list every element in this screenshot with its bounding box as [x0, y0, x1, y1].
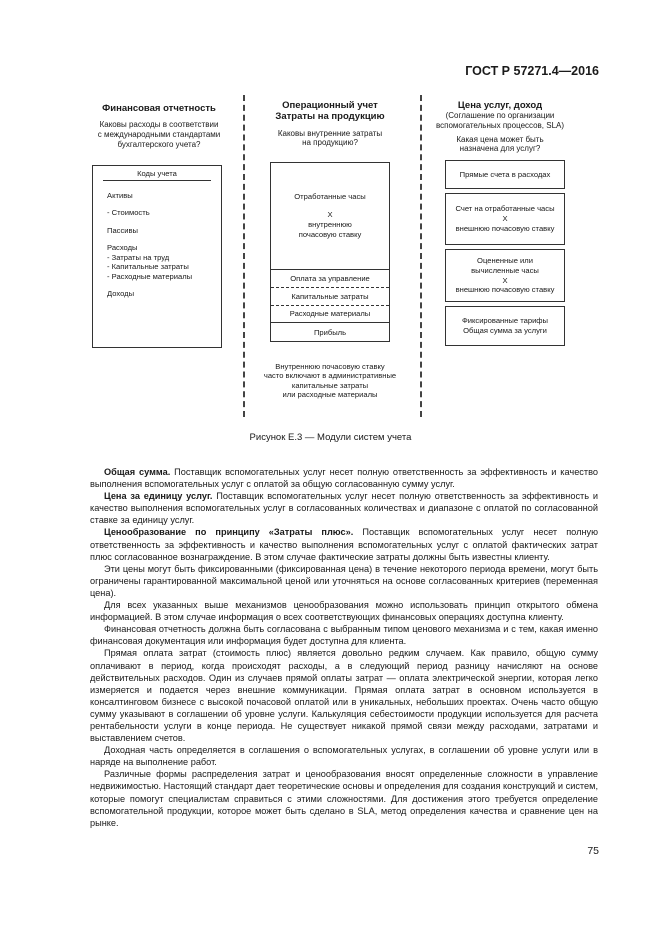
- note-line: капитальные затраты: [291, 380, 369, 390]
- cell-text: X: [327, 210, 333, 220]
- profit-cell: Прибыль: [313, 328, 347, 338]
- list-item: - Расходные материалы: [107, 271, 193, 281]
- box-text: внешнюю почасовую ставку: [455, 285, 555, 295]
- accounting-codes-box: [92, 165, 222, 348]
- page-number: 75: [587, 845, 599, 857]
- cell-text: внутреннюю: [308, 220, 352, 229]
- column-question: Каковы внутренние затраты: [277, 128, 383, 138]
- list-item: - Затраты на труд: [107, 252, 170, 262]
- list-item: - Стоимость: [107, 208, 150, 218]
- figure-caption: Рисунок Е.3 — Модули систем учета: [249, 432, 412, 443]
- note-line: Внутреннюю почасовую ставку: [275, 362, 385, 371]
- column-title: Финансовая отчетность: [102, 103, 216, 114]
- product-costs-box: [270, 162, 390, 342]
- box-text: вычисленные часы: [471, 265, 539, 275]
- paragraph: Прямая оплата затрат (стоимость плюс) является довольно редким случаем. Как правило, общую сумму оплачивают в период, когда происходят расходы, а в следующий период разницу начисляют на основе действительных расходов. Один из случаев прямой оплаты затрат — оплата электрической энергии, которая легко измеряется и подается через внешние коммуникации. Прямая оплата затрат в основном используется в консалтинговом бизнесе с высокой почасовой оплатой или в уникальных, небольших проектах. Очень часто общую сумму указывают в соглашении об уровне услуги. Калькуляция себестоимости продукции используется для расчета рентабельности услуги в конце периода. Не существует никакой прямой связи между расходами, затратами и выставлением счетов.: [90, 648, 598, 744]
- hourly-bill-box: [445, 193, 565, 245]
- paragraph: Доходная часть определяется в соглашения о вспомогательных услугах, в соглашении об уровне услуги или в наряде на выполнение работ.: [90, 745, 598, 768]
- column-divider: [243, 95, 245, 417]
- list-item: Доходы: [107, 289, 135, 299]
- operational-accounting-column: [260, 100, 400, 148]
- worked-hours-cell: [271, 163, 389, 270]
- cell-text: Отработанные часы: [294, 192, 366, 202]
- estimated-hours-box: [445, 249, 565, 302]
- term-bold: Ценообразование по принципу «Затраты плюс».: [104, 527, 354, 538]
- paragraph: Финансовая отчетность должна быть согласована с выбранным типом ценового механизма и с тем, какая именно финансовая документация или информация будет доступна для клиента.: [90, 624, 598, 647]
- column-question: на продукцию?: [302, 138, 358, 148]
- paragraph-text: Поставщик вспомогательных услуг несет полную ответственность за эффективность и качество выполнения вспомогательных услуг в согласованных количествах и диапазоне с оплатой по согласованной ставке за единицу услуг.: [90, 491, 599, 526]
- paragraph: Различные формы распределения затрат и ценообразования вносят определенные сложности в управление недвижимостью. Настоящий стандарт дает теоретические основы и определения для создания конструкций и систем, которые помогут специалистам справиться с этими сложностями. Для достижения этого требуется определение вспомогательной продукции, которое может быть сделано в SLA, метод определения качества и сравнение цен на рынке.: [90, 769, 598, 828]
- accounting-modules-figure: [80, 95, 584, 420]
- management-fee-cell: Оплата за управление: [271, 270, 389, 288]
- list-item: Пассивы: [107, 225, 139, 235]
- column-title: Цена услуг, доход: [457, 100, 543, 111]
- paragraph-text: Поставщик вспомогательных услуг несет полную ответственность за эффективность и качество выполнения вспомогательных услуг с оплатой за общую согласованную сумму услуг.: [90, 467, 598, 490]
- fixed-tariffs-box: [445, 306, 565, 346]
- box-text: Общая сумма за услуги: [463, 326, 547, 335]
- box-text: внешнюю почасовую ставку: [455, 223, 555, 233]
- term-bold: Цена за единицу услуг.: [104, 491, 213, 502]
- box-text: X: [502, 275, 508, 285]
- hourly-rate-note: [260, 362, 400, 400]
- column-divider: [420, 95, 422, 417]
- paragraph: [90, 526, 598, 562]
- paragraph: Для всех указанных выше механизмов ценообразования можно использовать принцип открытого обмена информацией. В этом случае информация о всех соответствующих финансовых операциях доступна клиенту.: [90, 600, 598, 623]
- column-question: Какая цена может быть: [456, 134, 544, 144]
- service-price-column: [435, 100, 565, 335]
- accounting-codes-label: Коды учета: [103, 166, 211, 181]
- box-text: Оцененные или: [477, 255, 533, 265]
- cell-text: почасовую ставку: [298, 229, 362, 239]
- box-text: X: [502, 214, 508, 224]
- term-bold: Общая сумма.: [104, 467, 171, 477]
- note-line: или расходные материалы: [282, 390, 378, 400]
- capital-costs-cell: Капитальные затраты: [271, 288, 389, 306]
- financial-reporting-column: [80, 103, 238, 149]
- list-item: - Капитальные затраты: [107, 262, 189, 272]
- column-question: бухгалтерского учета?: [117, 139, 201, 149]
- column-subtitle: (Соглашение по организации: [445, 111, 555, 121]
- box-text: Фиксированные тарифы: [461, 316, 549, 326]
- list-item: Активы: [107, 191, 133, 200]
- column-question: с международными стандартами: [97, 129, 221, 139]
- paragraph: [90, 490, 598, 526]
- paragraph: Эти цены могут быть фиксированными (фиксированная цена) в течение некоторого периода времени, могут быть ограничены гарантированной максимальной ценой или уточняться на основе согласованных критериев (переменная цена).: [90, 563, 598, 598]
- direct-bills-box: Прямые счета в расходах: [445, 160, 565, 189]
- column-title: Операционный учет: [282, 100, 378, 111]
- note-line: часто включают в административные: [263, 371, 397, 381]
- body-text: [90, 466, 598, 829]
- paragraph-text: Поставщик вспомогательных услуг несет полную ответственность за эффективность и качество выполнения вспомогательных услуг с оплатой фактических затрат плюс согласованное вознаграждение. В этом случае фактические затраты должны быть известны клиенту.: [90, 527, 599, 562]
- page-header-code: ГОСТ Р 57271.4—2016: [465, 64, 599, 78]
- column-subtitle: вспомогательных процессов, SLA): [435, 120, 565, 130]
- paragraph: [90, 466, 598, 490]
- box-text: Счет на отработанные часы: [455, 204, 555, 214]
- column-question: назначена для услуг?: [459, 144, 541, 154]
- materials-cell: Расходные материалы: [271, 306, 389, 323]
- column-title: Затраты на продукцию: [275, 111, 385, 123]
- list-item: Расходы: [107, 243, 138, 253]
- column-question: Каковы расходы в соответствии: [99, 120, 219, 130]
